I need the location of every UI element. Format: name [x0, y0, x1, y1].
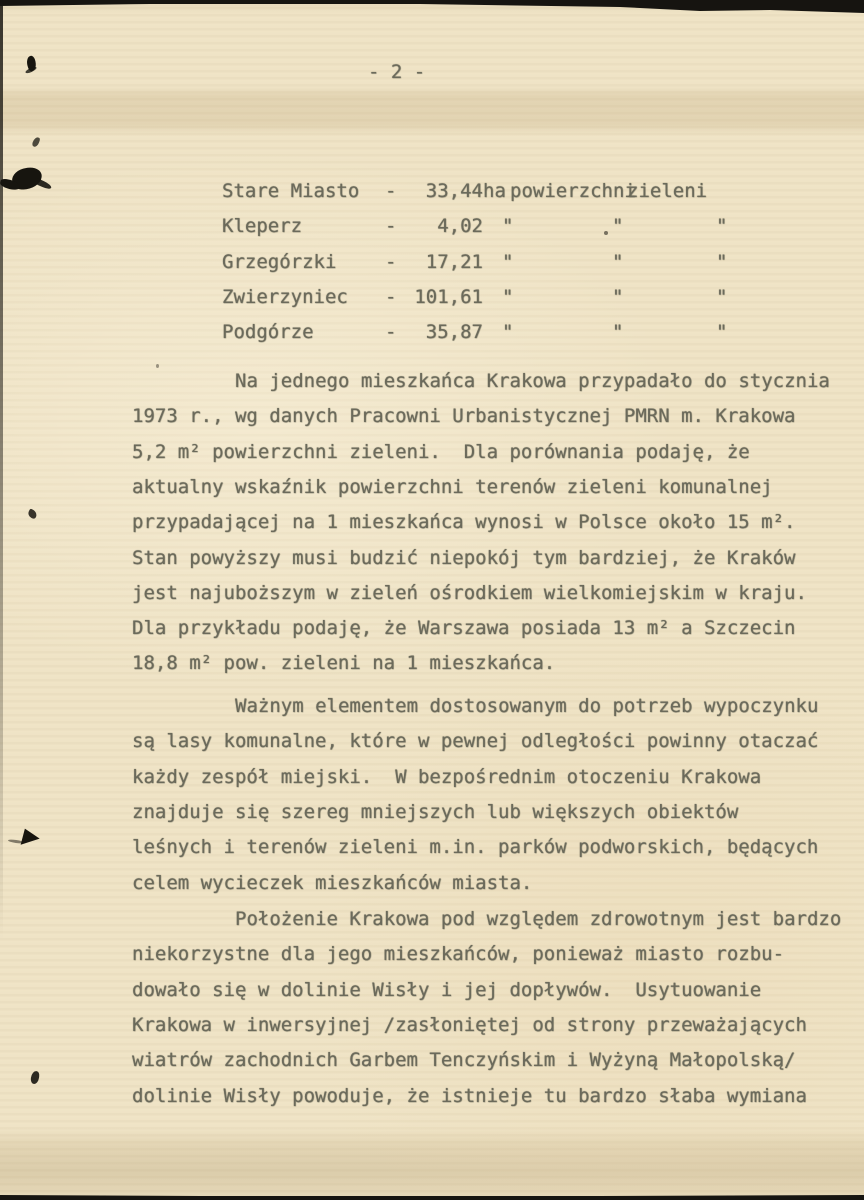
text-line: każdy zespół miejski. W bezpośrednim otoczeniu Krakowa: [132, 765, 762, 788]
area-value: 35,87: [425, 321, 483, 343]
unit-label: ha: [483, 180, 506, 202]
ditto-mark: ": [612, 321, 624, 343]
table-row: [0, 248, 864, 280]
paper-speck-2: [156, 364, 159, 368]
text-line: Na jednego mieszkańca Krakowa przypadało do stycznia: [235, 370, 830, 392]
district-name: Stare Miasto: [222, 180, 360, 202]
text-line: 18,8 m² pow. zieleni na 1 mieszkańca.: [132, 652, 556, 675]
text-line: Krakowa w inwersyjnej /zasłoniętej od strony przeważających: [132, 1013, 807, 1036]
text-line: niekorzystne dla jego mieszkańców, ponieważ miasto rozbu-: [132, 943, 785, 966]
text-line: są lasy komunalne, które w pewnej odległości powinny otaczać: [132, 730, 819, 753]
area-value: 33,44: [425, 180, 483, 202]
unit-label: powierzchni: [510, 180, 636, 202]
text-line: wiatrów zachodnich Garbem Tenczyńskim i Wyżyną Małopolską/: [132, 1049, 796, 1072]
ditto-mark: ": [502, 250, 514, 273]
dash-separator: -: [385, 180, 397, 202]
text-line: 5,2 m² powierzchni zieleni. Dla porównania podaję, że: [132, 440, 750, 463]
ink-blot-4: [27, 508, 39, 519]
text-line: Ważnym elementem dostosowanym do potrzeb wypoczynku: [235, 695, 819, 717]
ditto-mark: ": [716, 321, 728, 343]
text-line: przypadającej na 1 mieszkańca wynosi w Polsce około 15 m².: [132, 511, 796, 534]
ditto-mark: ": [716, 285, 728, 308]
text-line: znajduje się szereg mniejszych lub większych obiektów: [132, 800, 739, 823]
text-line: Położenie Krakowa pod względem zdrowotnym jest bardzo: [235, 908, 842, 930]
text-line: leśnych i terenów zieleni m.in. parków podworskich, będących: [132, 836, 819, 859]
dash-separator: -: [385, 285, 397, 308]
area-value: 17,21: [425, 250, 483, 273]
district-name: Kleperz: [222, 215, 303, 238]
text-line: Dla przykładu podaję, że Warszawa posiada 13 m² a Szczecin: [132, 617, 796, 640]
ditto-mark: ": [502, 321, 514, 343]
ditto-mark: ": [612, 215, 624, 238]
dash-separator: -: [385, 250, 397, 273]
ditto-mark: ": [502, 285, 514, 308]
text-line: dolinie Wisły powoduje, że istnieje tu bardzo słaba wymiana: [132, 1084, 807, 1107]
ditto-mark: ": [716, 215, 728, 238]
district-name: Zwierzyniec: [222, 285, 348, 308]
text-line: jest najuboższym w zieleń ośrodkiem wielkomiejskim w kraju.: [132, 581, 807, 604]
text-line: celem wycieczek mieszkańców miasta.: [132, 871, 533, 894]
table-row: [0, 212, 864, 244]
text-line: aktualny wskaźnik powierzchni terenów zieleni komunalnej: [132, 475, 773, 498]
district-name: Grzegórzki: [222, 250, 337, 273]
page-number: - 2 -: [368, 61, 426, 83]
ink-blot-2: [31, 136, 40, 147]
ink-blot-1-tail: [25, 66, 38, 75]
text-line: dowało się w dolinie Wisły i jej dopływów. Usytuowanie: [132, 978, 762, 1001]
area-value: 4,02: [437, 215, 483, 238]
table-row: [0, 283, 864, 315]
ditto-mark: ": [612, 285, 624, 308]
ditto-mark: ": [612, 250, 624, 273]
unit-label: zieleni: [627, 180, 708, 202]
text-line: 1973 r., wg danych Pracowni Urbanistycznej PMRN m. Krakowa: [132, 405, 796, 428]
table-row: [0, 318, 864, 350]
dash-separator: -: [385, 215, 397, 238]
scan-edge-top: [0, 0, 864, 14]
scan-edge-left: [0, 0, 3, 940]
scan-edge-bottom: [0, 1194, 864, 1200]
table-row: [0, 177, 864, 209]
ink-blot-6: [30, 1071, 40, 1085]
ditto-mark: ": [502, 215, 514, 238]
dash-separator: -: [385, 321, 397, 343]
text-line: Stan powyższy musi budzić niepokój tym bardziej, że Kraków: [132, 546, 796, 569]
district-name: Podgórze: [222, 321, 314, 343]
ditto-mark: ": [716, 250, 728, 273]
area-value: 101,61: [414, 285, 483, 308]
